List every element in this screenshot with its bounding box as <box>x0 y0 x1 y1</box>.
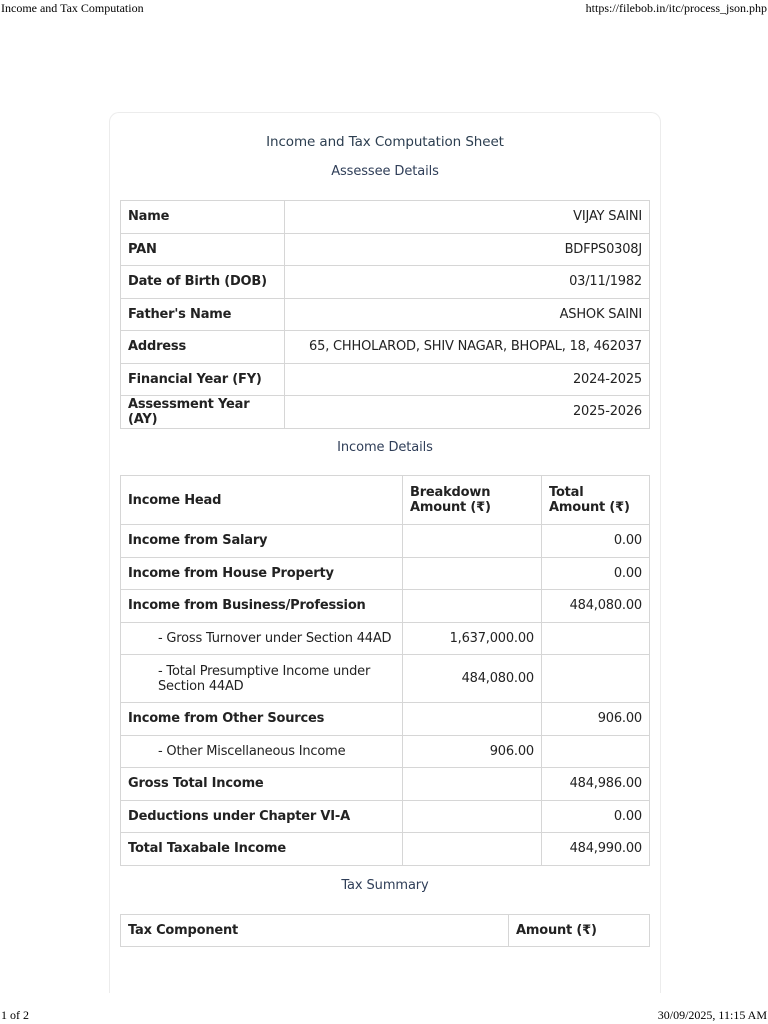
breakdown-amount <box>403 800 542 833</box>
table-row <box>121 703 650 736</box>
assessee-label: Financial Year (FY) <box>121 363 285 396</box>
income-head: Income from Salary <box>121 525 403 558</box>
income-head: Income from Other Sources <box>121 703 403 736</box>
table-row <box>121 768 650 801</box>
tax-summary-table <box>120 914 650 947</box>
total-amount: 0.00 <box>542 800 650 833</box>
assessee-value: 2024-2025 <box>285 363 650 396</box>
income-subhead: - Gross Turnover under Section 44AD <box>121 622 403 655</box>
table-row <box>121 298 650 331</box>
table-row <box>121 363 650 396</box>
income-head: Deductions under Chapter VI-A <box>121 800 403 833</box>
total-amount: 484,990.00 <box>542 833 650 866</box>
total-amount: 484,986.00 <box>542 768 650 801</box>
total-amount: 0.00 <box>542 557 650 590</box>
income-head: Income from Business/Profession <box>121 590 403 623</box>
table-row <box>121 800 650 833</box>
total-amount: 906.00 <box>542 703 650 736</box>
table-row <box>121 590 650 623</box>
table-row <box>121 557 650 590</box>
assessee-value: 03/11/1982 <box>285 266 650 299</box>
income-subhead: - Total Presumptive Income under Section 44AD <box>121 655 403 703</box>
print-datetime: 30/09/2025, 11:15 AM <box>657 1008 767 1022</box>
tax-section-title: Tax Summary <box>341 878 429 893</box>
table-row <box>121 201 650 234</box>
page-title: Income and Tax Computation <box>1 1 144 15</box>
income-head: Total Taxabale Income <box>121 833 403 866</box>
assessee-value: 65, CHHOLAROD, SHIV NAGAR, BHOPAL, 18, 462037 <box>285 331 650 364</box>
breakdown-amount <box>403 557 542 590</box>
assessee-label: PAN <box>121 233 285 266</box>
table-row <box>121 331 650 364</box>
breakdown-header: Breakdown Amount (₹) <box>403 476 542 525</box>
page-number: 1 of 2 <box>1 1008 29 1022</box>
breakdown-amount: 1,637,000.00 <box>403 622 542 655</box>
table-row <box>121 266 650 299</box>
income-head-header: Income Head <box>121 476 403 525</box>
total-amount: 484,080.00 <box>542 590 650 623</box>
total-amount <box>542 655 650 703</box>
income-table <box>120 475 650 866</box>
income-head: Gross Total Income <box>121 768 403 801</box>
page-url[interactable]: https://filebob.in/itc/process_json.php <box>585 1 767 15</box>
table-row <box>121 833 650 866</box>
breakdown-amount: 484,080.00 <box>403 655 542 703</box>
assessee-value: VIJAY SAINI <box>285 201 650 234</box>
table-row <box>121 735 650 768</box>
assessee-section-title: Assessee Details <box>331 164 439 179</box>
assessee-label: Father's Name <box>121 298 285 331</box>
assessee-table <box>120 200 650 429</box>
total-amount <box>542 735 650 768</box>
sheet-title: Income and Tax Computation Sheet <box>266 134 504 150</box>
breakdown-amount <box>403 768 542 801</box>
breakdown-amount: 906.00 <box>403 735 542 768</box>
assessee-label: Date of Birth (DOB) <box>121 266 285 299</box>
table-row <box>121 525 650 558</box>
table-row <box>121 622 650 655</box>
breakdown-amount <box>403 703 542 736</box>
table-row <box>121 655 650 703</box>
total-amount <box>542 622 650 655</box>
tax-amount-header: Amount (₹) <box>509 915 650 947</box>
assessee-value: ASHOK SAINI <box>285 298 650 331</box>
total-header: Total Amount (₹) <box>542 476 650 525</box>
breakdown-amount <box>403 525 542 558</box>
print-footer <box>0 1008 768 1024</box>
assessee-label: Assessment Year (AY) <box>121 396 285 429</box>
assessee-label: Name <box>121 201 285 234</box>
computation-sheet-card <box>109 112 661 993</box>
income-subhead: - Other Miscellaneous Income <box>121 735 403 768</box>
breakdown-amount <box>403 833 542 866</box>
income-head: Income from House Property <box>121 557 403 590</box>
table-header-row <box>121 915 650 947</box>
table-row <box>121 396 650 429</box>
breakdown-amount <box>403 590 542 623</box>
table-row <box>121 233 650 266</box>
assessee-value: 2025-2026 <box>285 396 650 429</box>
print-header <box>0 0 768 16</box>
table-header-row <box>121 476 650 525</box>
income-section-title: Income Details <box>337 440 433 455</box>
total-amount: 0.00 <box>542 525 650 558</box>
assessee-value: BDFPS0308J <box>285 233 650 266</box>
assessee-label: Address <box>121 331 285 364</box>
tax-component-header: Tax Component <box>121 915 509 947</box>
